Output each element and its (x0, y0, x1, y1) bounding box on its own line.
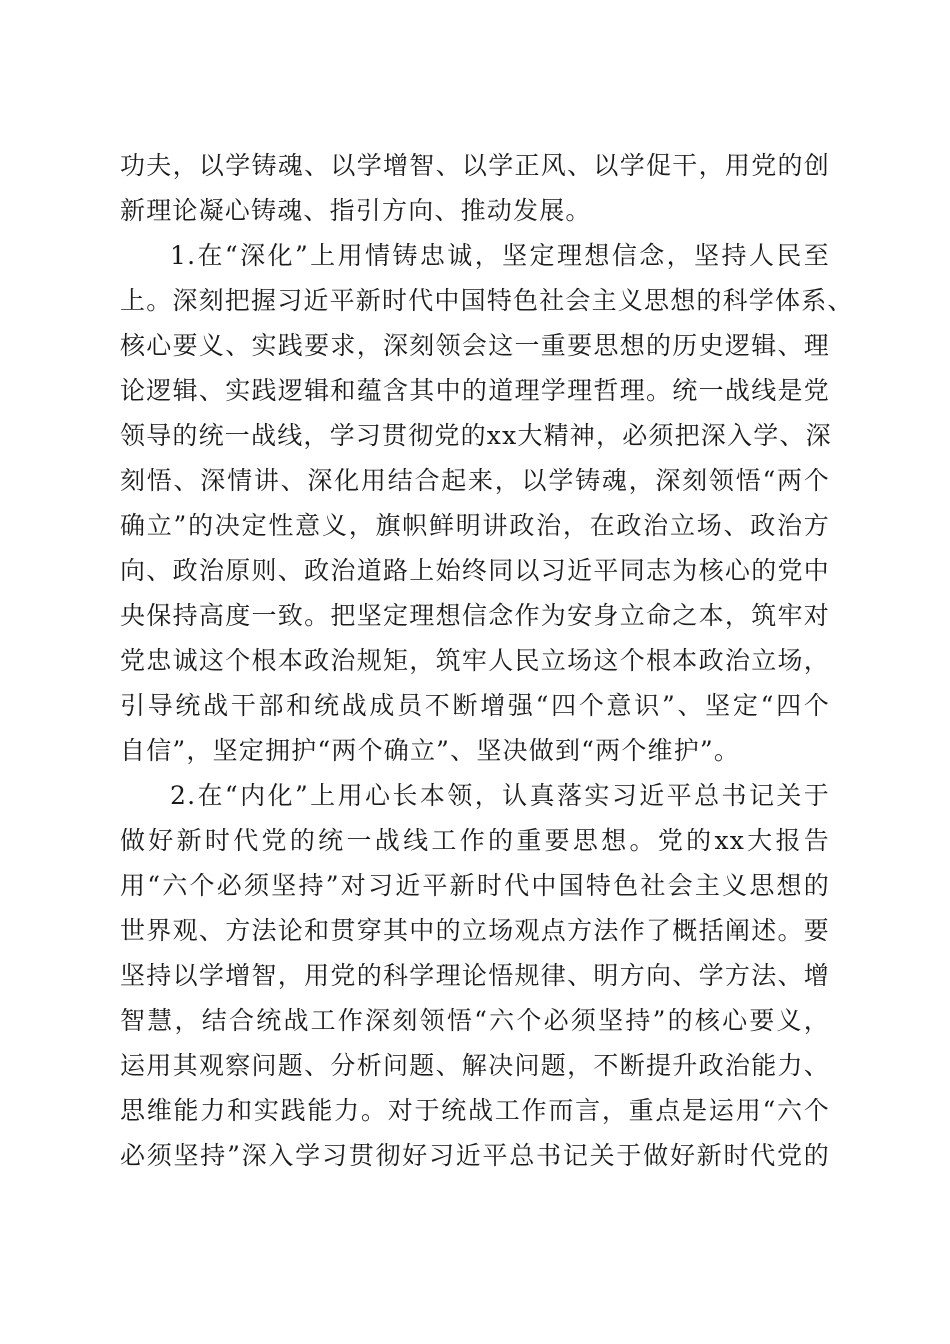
text-line: 1.在“深化”上用情铸忠诚，坚定理想信念，坚持人民至 (170, 241, 830, 270)
text-line: 核心要义、实践要求，深刻领会这一重要思想的历史逻辑、理 (120, 331, 830, 360)
text-line: 引导统战干部和统战成员不断增强“四个意识”、坚定“四个 (120, 691, 830, 720)
text-line: 领导的统一战线，学习贯彻党的xx大精神，必须把深入学、深 (120, 421, 832, 450)
paragraph (120, 773, 830, 1178)
text-line: 向、政治原则、政治道路上始终同以习近平同志为核心的党中 (120, 556, 830, 585)
text-line: 坚持以学增智，用党的科学理论悟规律、明方向、学方法、增 (120, 961, 830, 990)
text-line: 功夫，以学铸魂、以学增智、以学正风、以学促干，用党的创 (120, 151, 830, 180)
paragraph (120, 233, 854, 773)
text-line: 运用其观察问题、分析问题、解决问题，不断提升政治能力、 (120, 1051, 830, 1080)
text-line: 世界观、方法论和贯穿其中的立场观点方法作了概括阐述。要 (120, 916, 830, 945)
paragraph (120, 143, 830, 233)
text-line: 做好新时代党的统一战线工作的重要思想。党的xx大报告 (120, 826, 830, 855)
text-line: 上。深刻把握习近平新时代中国特色社会主义思想的科学体系、 (120, 286, 854, 315)
text-line: 确立”的决定性意义，旗帜鲜明讲政治，在政治立场、政治方 (120, 511, 830, 540)
text-line: 央保持高度一致。把坚定理想信念作为安身立命之本，筑牢对 (120, 601, 830, 630)
text-line: 智慧，结合统战工作深刻领悟“六个必须坚持”的核心要义， (120, 1006, 830, 1035)
text-line: 思维能力和实践能力。对于统战工作而言，重点是运用“六个 (120, 1096, 830, 1125)
text-line: 论逻辑、实践逻辑和蕴含其中的道理学理哲理。统一战线是党 (120, 376, 830, 405)
body-text (120, 143, 854, 1178)
text-line: 刻悟、深情讲、深化用结合起来，以学铸魂，深刻领悟“两个 (120, 466, 830, 495)
text-line: 自信”，坚定拥护“两个确立”、坚决做到“两个维护”。 (120, 736, 741, 765)
text-line: 2.在“内化”上用心长本领，认真落实习近平总书记关于 (170, 781, 830, 810)
text-line: 必须坚持”深入学习贯彻好习近平总书记关于做好新时代党的 (120, 1141, 830, 1170)
text-line: 党忠诚这个根本政治规矩，筑牢人民立场这个根本政治立场， (120, 646, 830, 675)
text-line: 用“六个必须坚持”对习近平新时代中国特色社会主义思想的 (120, 871, 830, 900)
text-line: 新理论凝心铸魂、指引方向、推动发展。 (120, 196, 592, 225)
